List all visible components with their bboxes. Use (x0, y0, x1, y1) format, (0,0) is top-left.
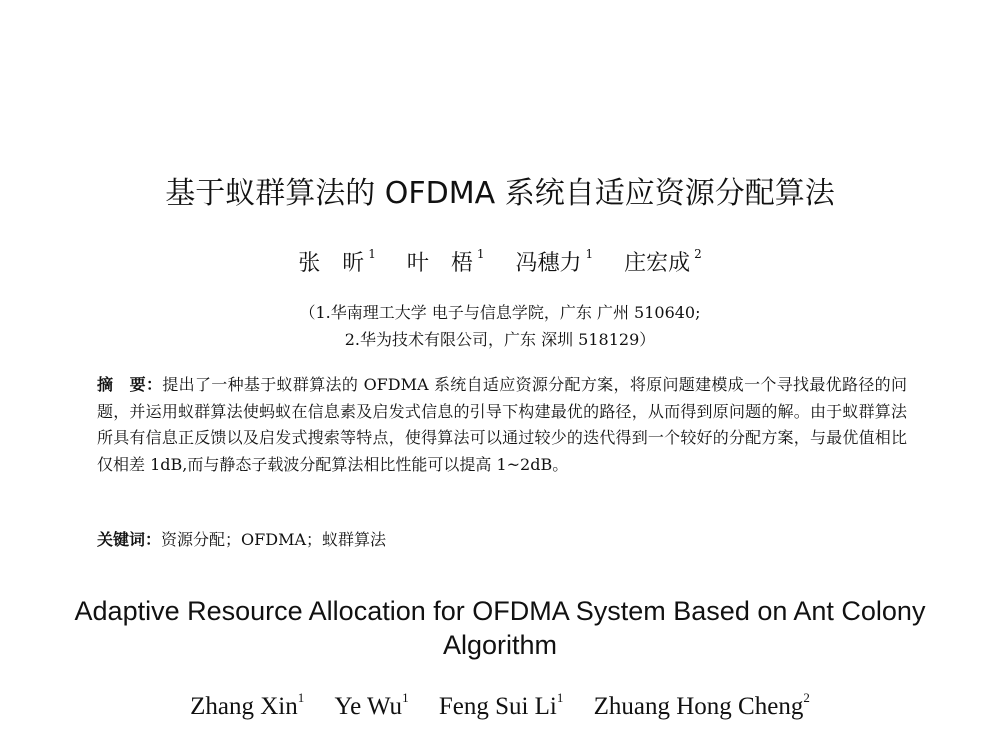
author-affiliation-mark: 2 (803, 690, 810, 705)
abstract-text: 提出了一种基于蚁群算法的 OFDMA 系统自适应资源分配方案，将原问题建模成一个寻找最优路径的问题，并运用蚁群算法使蚂蚁在信息素及启发式信息的引导下构建最优的路径，从而得到原问题的解。由于蚁群算法所具有信息正反馈以及启发式搜索等特点，使得算法可以通过较少的迭代得到一个较好的分配方案，与最优值相比仅相差 1dB,而与静态子载波分配算法相比性能可以提高 1~2dB。 (97, 375, 907, 474)
author-affiliation-mark: 2 (694, 247, 702, 261)
keywords (97, 527, 907, 550)
chinese-author (624, 247, 702, 276)
author-name: 庄宏成 (624, 251, 691, 276)
chinese-authors (0, 246, 1000, 277)
chinese-author (298, 247, 376, 276)
abstract (97, 372, 907, 478)
author-affiliation-mark: 1 (402, 690, 409, 705)
chinese-author (406, 247, 485, 276)
author-name: Ye Wu (334, 693, 403, 720)
author-affiliation-mark: 1 (556, 690, 564, 705)
chinese-title: 基于蚁群算法的 OFDMA 系统自适应资源分配算法 (165, 176, 835, 211)
english-author (190, 690, 305, 720)
english-authors (0, 690, 1000, 721)
english-author (438, 690, 564, 720)
author-name: Zhang Xin (190, 693, 298, 720)
author-name: 冯穗力 (515, 251, 582, 276)
affiliation-line: （1.华南理工大学 电子与信息学院，广东 广州 510640; (299, 303, 701, 322)
english-title: Adaptive Resource Allocation for OFDMA System Based on Ant Colony Algorithm (74, 596, 926, 660)
keywords-text: 资源分配；OFDMA；蚁群算法 (161, 530, 387, 549)
author-name: Feng Sui Li (438, 693, 557, 720)
author-name: 张 昕 (298, 251, 365, 276)
affiliation-line: 2.华为技术有限公司，广东 深圳 518129） (344, 330, 656, 349)
author-affiliation-mark: 1 (476, 247, 485, 261)
author-affiliation-mark: 1 (585, 247, 594, 261)
english-author (334, 690, 409, 720)
author-name: 叶 梧 (406, 251, 473, 276)
keywords-label: 关键词： (97, 530, 162, 549)
chinese-author (515, 247, 594, 276)
author-affiliation-mark: 1 (368, 247, 376, 261)
author-affiliation-mark: 1 (297, 690, 305, 705)
abstract-label: 摘 要： (97, 375, 163, 394)
author-name: Zhuang Hong Cheng (593, 693, 804, 720)
english-author (593, 690, 810, 720)
